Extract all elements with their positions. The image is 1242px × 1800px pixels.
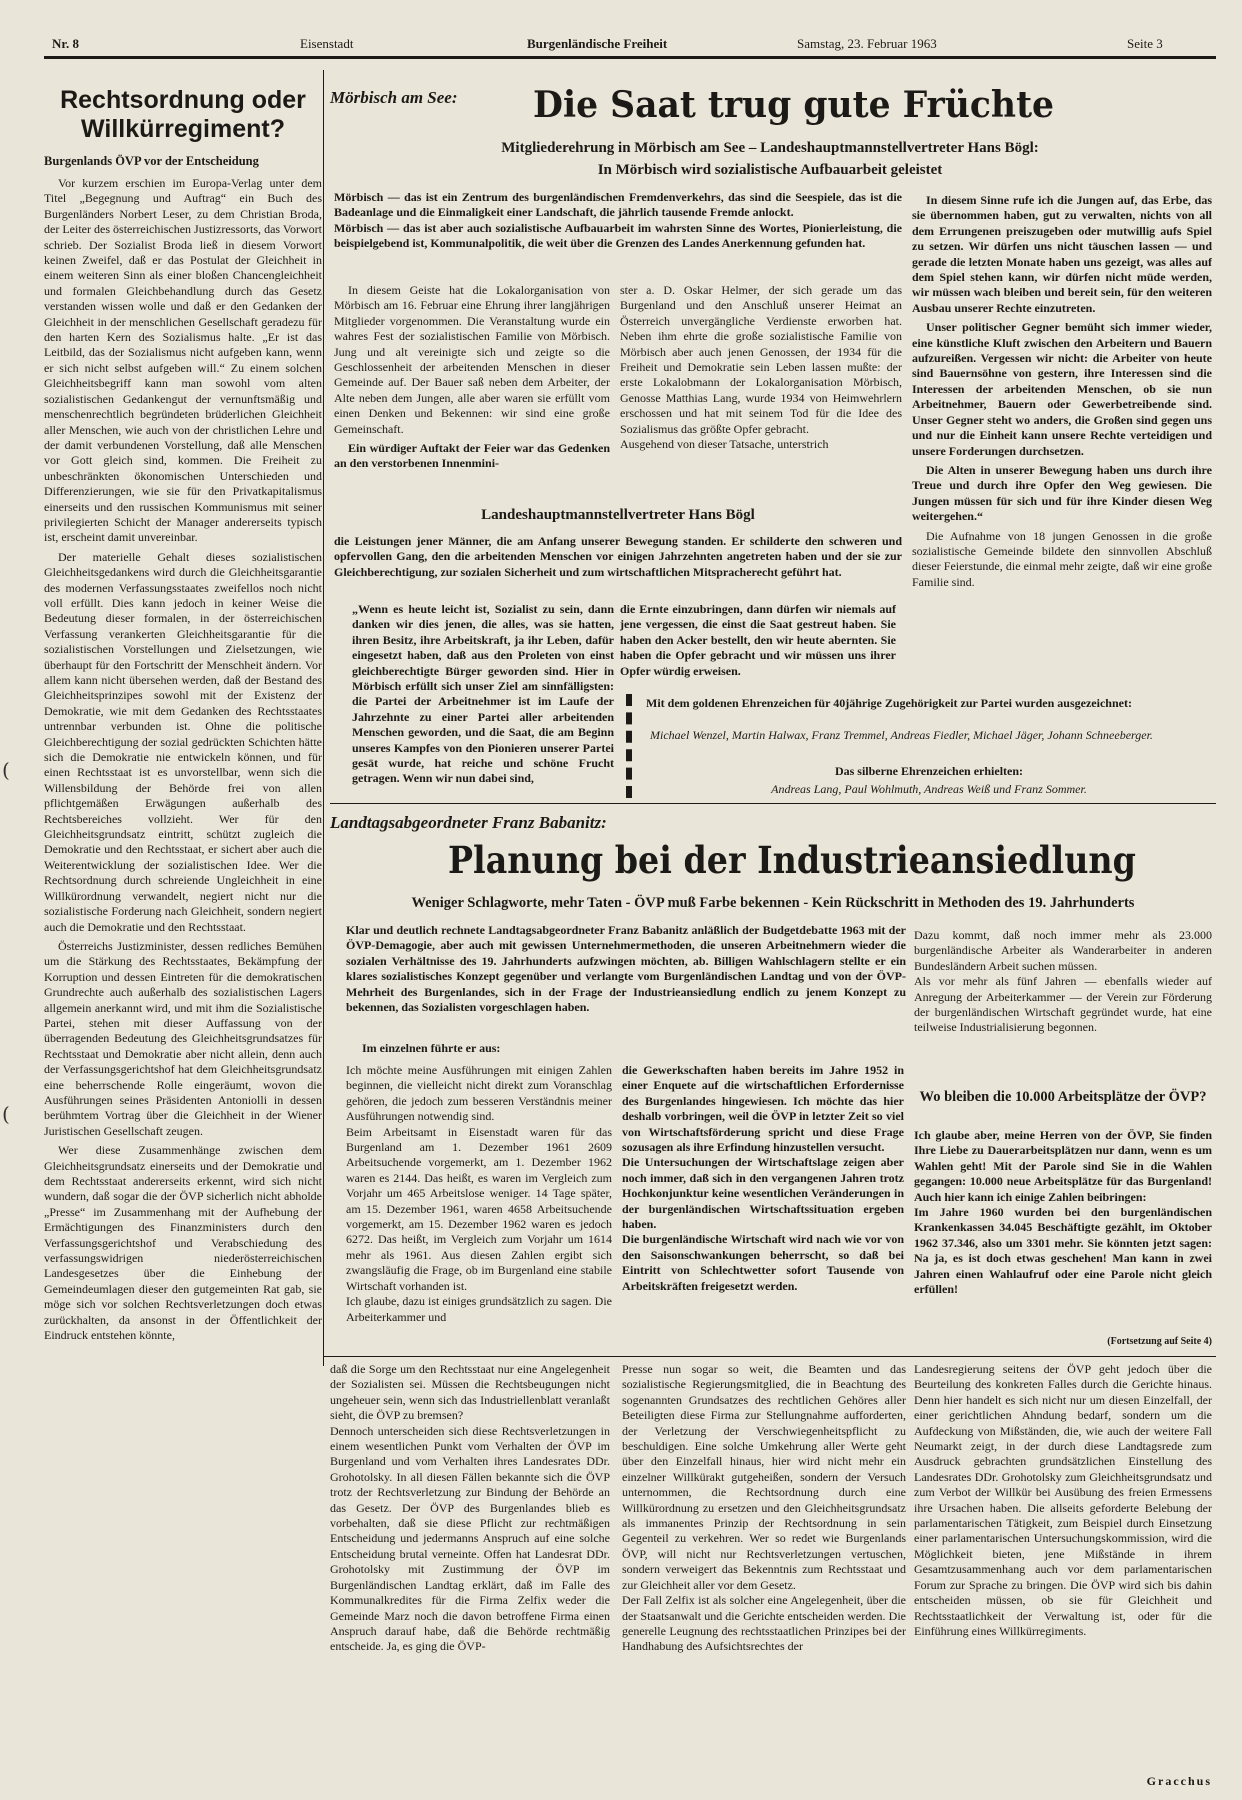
issue-date: Samstag, 23. Februar 1963	[797, 36, 937, 51]
section-rule	[330, 803, 1216, 804]
honours-silver-label: Das silberne Ehrenzeichen erhielten:	[834, 764, 1024, 778]
left-article-col-4: Landesregierung seitens der ÖVP geht jedoch über die Beurteilung des konkreten Falles durch die Gerichte hinaus. Denn hier handelt es sich nicht nur um diesen Einzelfall, der einer gerichtlichen Ahndung bedarf, sondern um die Aufdeckung von Mißständen, die, wie auch der weitere Fall Neumarkt zeigt, in der durch diese Landtagsrede zum Ausdruck gebrachten grundsätzlichen Einstellung des Landesrates DDr. Grohotolsky zum Gleichheitsgrundsatz und zum Verbot der Willkür bei Ausübung des freien Ermessens ihre Ursachen haben. Die allseits geforderte Belebung der parlamentarischen Tätigkeit, zum Beispiel durch Einsetzung einer parlamentarischen Untersuchungskommission, wird die Möglichkeit bieten, jene Mißstände in ihrem Gesamtzusammenhang auch vor dem parlamentarischen Forum zur Sprache zu bringen. Die ÖVP wird sich bis dahin entscheiden müssen, ob sie für Gleichheit und Rechtsstaatlichkeit der Verwaltung ist, oder für die Einführung eines Willkürregiments.	[914, 1362, 1212, 1638]
paragraph: Österreichs Justizminister, dessen redliches Bemühen um die Stärkung des Rechtsstaates, Bekämpfung der Korruption und dessen Eintreten für die demokratischen Grundrechte auch außerhalb des sozialistischen Lagers allgemein anerkannt wird, und mit ihm die Sozialistische Partei, stehen mit dieser Auffassung von der überragenden Bedeutung des Gleichheitsgrundsatzes für Rechtsstaat und Demokratie aber nicht allein, denn auch der Verfassungsgerichtshof hat dem Gleichheitsgrundsatz eine beherrschende Rolle eingeräumt, wovon die Ausführungen seines Präsidenten Antoniolli in dessen berühmtem Vortrag über die Gleichheit in der Wiener Juristischen Gesellschaft zeugen.	[44, 938, 322, 1138]
top-article-col-3	[912, 193, 1212, 753]
honours-gold-label: Mit dem goldenen Ehrenzeichen für 40jährige Zugehörigkeit zur Partei wurden ausgezeichnet:	[646, 696, 1132, 710]
mid-article-kicker: Landtagsabgeordneter Franz Babanitz:	[330, 813, 607, 832]
title-line-2: Willkürregiment?	[81, 115, 285, 143]
punch-hole-mark: (	[2, 758, 10, 782]
top-article-wide-paragraph: die Leistungen jener Männer, die am Anfang unserer Bewegung standen. Er schilderte den schweren und opfervollen Gang, den die arbeitenden Menschen vor einigen Jahrzehnten angetreten haben und der sie zur Gleichberechtigung, zur sozialen Sicherheit und zum wirtschaftlichen Mitspracherecht geführt hat.	[334, 534, 902, 579]
paragraph: Ein würdiger Auftakt der Feier war das Gedenken an den verstorbenen Innenmini-	[334, 441, 610, 471]
left-article-subtitle: Burgenlands ÖVP vor der Entscheidung	[44, 154, 259, 168]
top-article-lead: Mörbisch — das ist ein Zentrum des burgenländischen Fremdenverkehrs, das sind die Seespiele, das ist die Badeanlage und die Einmaligkeit einer Landschaft, die jährlich tausende Fremde anlockt. Mörbisch — das ist aber auch sozialistische Aufbauarbeit im wahrsten Sinne des Wortes, Pionierleistung, die beispielgebend ist, Kommunalpolitik, die weit über die Grenzen des Landes Anerkennung gefunden hat.	[334, 190, 902, 251]
top-article-kicker: Mörbisch am See:	[330, 88, 458, 107]
honours-silver-names: Andreas Lang, Paul Wohlmuth, Andreas Weiß und Franz Sommer.	[771, 782, 1087, 796]
section-rule	[324, 1356, 1216, 1357]
mid-article-subheadline: Weniger Schlagworte, mehr Taten - ÖVP muß Farbe bekennen - Kein Rückschritt in Methoden des 19. Jahrhunderts	[411, 895, 1135, 911]
punch-hole-mark: (	[2, 1102, 10, 1126]
left-article-col-3: Presse nun sogar so weit, die Beamten und das sozialistische Regierungsmitglied, die in Beachtung des sogenannten Grundsatzes des rechtlichen Gehöres aller Beteiligten diese Firma zur Stellungnahme aufforderten, der Verletzung der Verschwiegenheitspflicht zu beschuldigen. Eine solche Umkehrung aller Werte geht über den Einzelfall hinaus, hier wird nicht mehr ein einzelner Willkürakt gutgeheißen, sondern der Versuch unternommen, die Rechtsordnung durch eine Willkürordnung zu ersetzen und den Gleichheitsgrundsatz als immanentes Prinzip der Rechtsordnung in sein Gegenteil zu verkehren. Wer so redet wie Burgenlands ÖVP, will nicht nur Rechtsverletzungen vertuschen, sondern verweigert das Bekenntnis zum Rechtsstaat und zur Gleichheit aller vor dem Gesetz. Der Fall Zelfix ist als solcher eine Angelegenheit, über die der Staatsanwalt und die Gerichte entscheiden werden. Die generelle Leugnung des rechtsstaatlichen Prinzipes bei der Handhabung des Aufsichtsrechtes der	[622, 1362, 906, 1654]
paragraph: Vor kurzem erschien im Europa-Verlag unter dem Titel „Begegnung und Auftrag“ ein Buch des Burgenländers Norbert Leser, zu dem Christian Broda, der Leiter des österreichischen Justizressorts, das Vorwort schrieb. Der Sozialist Broda ließ in diesem Vorwort keinen Zweifel, daß er das Postulat der Gleichheit in einem weiteren Sinn als einer bloßen Chancengleichheit und formalen Gleichbehandlung durch das Gesetz verstanden wissen wolle und daß er den Gedanken der Gleichheit in der menschlichen Gesellschaft geradezu für den harten Kern des Sozialismus halte. „Er ist das Leitbild, das der Sozialismus nicht aufgeben kann, wenn er sich nicht selbst aufgeben will.“ Zu einem solchen Gleichheitsbegriff kann man sowohl vom alten sozialistischen Gedankengut der vernunftsmäßig und menschenrechtlich begründeten brüderlichen Gleichheit aller Menschen, wie auch von der christlichen Lehre und der damit verbundenen Vorstellung, daß alle Menschen vor Gott gleich sind, kommen. Die Freiheit zu unbeschränkten ökonomischen Unterschieden und Differenzierungen, wie sie für den Privatkapitalismus einerseits und den russischen Kommunismus mit seiner privilegierten Schicht der Manager andererseits typisch ist, erscheint damit unvereinbar.	[44, 176, 322, 545]
top-article-col-2: ster a. D. Oskar Helmer, der sich gerade um das Burgenland und den Anschluß unserer Heimat an Österreich unvergängliche Verdienste erworben hat. Neben ihm ehrte die große sozialistische Familie von Mörbisch aber auch jenen Genossen, der 1934 für die Freiheit und Demokratie sein Leben lassen mußte: der erste Lokalobmann der Lokalorganisation Mörbisch, Genosse Matthias Lang, wurde 1934 von Heimwehrlern erschossen und hat mit seinem Tod für die Idee des Sozialismus das größte Opfer gebracht. Ausgehend von dieser Tatsache, unterstrich	[620, 283, 902, 452]
page-number: Seite 3	[1127, 36, 1163, 51]
article-signature: Gracchus	[1146, 1774, 1212, 1788]
paragraph: Die Aufnahme von 18 jungen Genossen in die große sozialistische Gemeinde bildete den sinnvollen Abschluß dieser Feierstunde, die einmal mehr zeigte, daß wir eine große Familie sind.	[912, 528, 1212, 589]
mid-article-headline: Planung bei der Industrieansiedlung	[448, 838, 1136, 882]
page-header	[44, 36, 1216, 58]
header-rule	[44, 56, 1216, 59]
mid-article-col-2: die Gewerkschaften haben bereits im Jahre 1952 in einer Enquete auf die wirtschaftlichen Erfordernisse des Burgenlandes hingewiesen. Ich möchte das hier deshalb vorbringen, weil die ÖVP in letzter Zeit so viel von Wirtschaftsförderung spricht und diese Frage sozusagen als ihre Erfindung hinzustellen versucht. Die Untersuchungen der Wirtschaftslage zeigen aber noch immer, daß sich in den vergangenen Jahren trotz Hochkonjunktur keine wesentlichen Veränderungen in der burgenländischen Wirtschaftssituation ergeben haben. Die burgenländische Wirtschaft wird nach wie vor von den Saisonschwankungen beherrscht, so daß bei Eintritt von Schlechtwetter sofort Tausende von Arbeitskräften freigesetzt werden.	[622, 1063, 904, 1293]
paragraph: Wer diese Zusammenhänge zwischen dem Gleichheitsgrundsatz einerseits und der Demokratie und dem Rechtsstaat andererseits erkennt, wird sich nicht wundern, daß sogar die der ÖVP sicherlich nicht abholde „Presse“ im Zusammenhang mit der Aufhebung der Ermächtigungen des Finanzministers durch den Verfassungsgerichtshof und Verabschiedung des verfassungswidrigen niederösterreichischen Landesgesetzes über die Einhebung der Gemeindeumlagen dieser den gutgemeinten Rat gab, sie möge sich vor solchen Rechtsverletzungen doch etwas zurückhalten, da ansonst in der Öffentlichkeit der Eindruck entstehen könnte,	[44, 1143, 322, 1343]
left-article-body-bottom	[44, 1380, 322, 1790]
mid-article-intro: Im einzelnen führte er aus:	[362, 1041, 501, 1055]
issue-number: Nr. 8	[52, 36, 79, 51]
top-article-headline: Die Saat trug gute Früchte	[533, 84, 1055, 126]
left-article-body	[44, 176, 322, 1372]
left-article-title	[44, 86, 322, 144]
paragraph: Die Alten in unserer Bewegung haben uns durch ihre Treue und durch ihre Opfer den Weg gewiesen. Die Jungen müssen für sich und für ihre Kinder diesen Weg weitergehen.“	[912, 462, 1212, 524]
top-article-quote-col-2: die Ernte einzubringen, dann dürfen wir niemals auf jene vergessen, die einst die Saat gestreut haben. Sie haben den Acker bestellt, den wir heute abernten. Sie haben die Opfer gebracht und wir müssen uns ihrer Opfer würdig erweisen.	[620, 602, 896, 678]
continued-note: (Fortsetzung auf Seite 4)	[1107, 1336, 1212, 1347]
paragraph: In diesem Geiste hat die Lokalorganisation von Mörbisch am 16. Februar eine Ehrung ihrer langjährigen Mitglieder vorgenommen. Die Veranstaltung wurde ein wahres Fest der sozialistischen Familie von Mörbisch. Jung und alt vereinigte sich und zeigte so die Geschlossenheit der arbeitenden Menschen in dieser Gemeinde auf. Der Bauer saß neben dem Arbeiter, der Alte neben dem Jungen, alle aber waren sie erfüllt vom einen Denken und Bekennen: wir sind eine große Gemeinschaft.	[334, 283, 610, 436]
top-article-subheadline-1: Mitgliederehrung in Mörbisch am See – Landeshauptmannstellvertreter Hans Bögl:	[501, 140, 1039, 156]
honours-gold-names: Michael Wenzel, Martin Halwax, Franz Tremmel, Andreas Fiedler, Michael Jäger, Johann Schneeberger.	[650, 728, 1153, 742]
paper-name: Burgenländische Freiheit	[527, 36, 668, 51]
column-rule	[323, 70, 324, 1366]
place: Eisenstadt	[300, 36, 354, 51]
top-article-subheadline-2: In Mörbisch wird sozialistische Aufbauarbeit geleistet	[597, 162, 943, 178]
paragraph: In diesem Sinne rufe ich die Jungen auf, das Erbe, das sie übernommen haben, gut zu verwalten, nichts von all dem Errungenen preiszugeben oder mutwillig aufs Spiel zu setzen. Wir dürfen uns nicht täuschen lassen — und gerade die letzten Monate haben uns gezeigt, was alles auf dem Spiel stehen kann, wir dürfen nicht müde werden, wir müssen wach bleiben und bereit sein, für den weiteren Ausbau unserer Rechte einzutreten.	[912, 193, 1212, 315]
mid-article-col-3: Dazu kommt, daß noch immer mehr als 23.000 burgenländische Arbeiter als Wanderarbeiter in anderen Bundesländern Arbeit suchen müssen. Als vor mehr als fünf Jahren — ebenfalls wieder auf Anregung der Arbeiterkammer — der Verein zur Förderung der burgenländischen Wirtschaft gegründet wurde, hat eine teilweise Industrialisierung begonnen.	[914, 928, 1212, 1035]
paragraph: Der materielle Gehalt dieses sozialistischen Gleichheitsgedankens wird durch die Gleichheitsgarantie des modernen Verfassungsstaates zweifellos noch nicht voll erfüllt. Dies kann jedoch in keiner Weise die Bedeutung dieser formalen, in der österreichischen Verfassung verankerten Gleichheitsgarantie für die sozialistischen Vorstellungen und Zielsetzungen, wie überhaupt für den Fortschritt der Menschheit ändern. Vor allem kann nicht übersehen werden, daß der Bestand des Gleichheitsprinzipes sowohl mit der Existenz der Demokratie, wie mit dem Gedanken des Rechtsstaates untrennbar verbunden ist. Ohne die politische Gleichberechtigung der sozial gedrückten Schichten hätte sich die Demokratie nie entwickeln können, und für einen Rechtsstaat ist es unvorstellbar, wenn sich die Willensbildung der Behörde frei von allen pflichtgemäßen Erwägungen außerhalb des Rechtsbereiches vollzieht. Wer für den Gleichheitsgrundsatz eintritt, schützt zugleich die Demokratie und den Rechtsstaat, er sichert aber auch die Weiterentwicklung der sozialistischen Idee. Wer die Rechtsordnung durch schreiende Ungleichheit in eine Willkürordnung verwandelt, negiert nicht nur die sozialistische Forderung nach Gleichheit, sondern negiert auch die Demokratie und den Rechtsstaat.	[44, 549, 322, 934]
honours-box-border	[626, 694, 632, 798]
paragraph: Unser politischer Gegner bemüht sich immer wieder, eine künstliche Kluft zwischen den Arbeitern und Bauern aufzureißen. Vergessen wir nicht: die Arbeiter von heute sind Bauernsöhne von gestern, ihre Interessen sind die Interessen der arbeitenden Menschen, ob sie nun Arbeitnehmer, Bauern oder Gewerbetreibende sind. Unser Gegner steht wo anders, die Großen sind gegen uns und nur die Einheit kann unsere Rechte verteidigen und unsere Forderungen durchsetzen.	[912, 320, 1212, 458]
top-article-quote-col-1: „Wenn es heute leicht ist, Sozialist zu sein, dann danken wir dies jenen, die alles, was sie hatten, ihren Besitz, ihre Arbeitskraft, ja ihr Leben, dafür eingesetzt haben, daß aus den Proleten von einst gleichberechtigte Bürger geworden sind. Hier in Mörbisch erfüllt sich unser Ziel am sinnfälligsten: die Partei der Arbeitnehmer ist im Laufe der Jahrzehnte zu einer Partei aller arbeitenden Menschen geworden, und die Saat, die am Beginn unseres Kampfes von den Pionieren unserer Partei gesät wurde, hat reiche und schöne Frucht getragen. Wenn wir nun dabei sind,	[352, 602, 614, 786]
top-article-col-1	[334, 283, 610, 493]
left-article-col-2: daß die Sorge um den Rechtsstaat nur eine Angelegenheit der Sozialisten sei. Müssen die Rechtsbeugungen nicht ungeheuer sein, wenn sich das Industriellenblatt veranlaßt sieht, die ÖVP zu bremsen? Dennoch unterscheiden sich diese Rechtsverletzungen in einem wesentlichen Punkt vom Verhalten der ÖVP im Burgenland und vom Verhalten ihres Landesrates DDr. Grohotolsky. In all diesen Fällen bekannte sich die ÖVP trotz der Rechtsverletzung zur Bindung der Behörde an das Gesetz. Der ÖVP des Burgenlandes blieb es vorbehalten, daß sie diese Pflicht zur rechtmäßigen Entscheidung und jedermanns Anspruch auf eine solche Entscheidung brutal verneinte. Offen hat Landesrat DDr. Grohotolsky mit Zustimmung der ÖVP im Burgenländischen Landtag erklärt, daß im Falle des Kommunalkredites für die Firma Zelfix weder die Gemeinde Marz noch die davon betroffene Firma einen Anspruch darauf habe, daß die Behörde rechtmäßig entscheide. Ja, es ging die ÖVP-	[330, 1362, 610, 1654]
mid-article-col-1: Ich möchte meine Ausführungen mit einigen Zahlen beginnen, die vielleicht nicht direkt zum Voranschlag gehören, die jedoch zum besseren Verständnis meiner Ausführungen notwendig sind. Beim Arbeitsamt in Eisenstadt waren für das Burgenland am 1. Dezember 1961 2609 Arbeitsuchende vorgemerkt, am 1. Dezember 1962 waren es 2144. Das heißt, es waren im Vergleich zum Vorjahr um 465 Arbeitslose weniger. 14 Tage später, am 15. Dezember 1961, waren 4658 Arbeitsuchende vorgemerkt, am 15. Dezember 1962 waren es jedoch 6272. Das heißt, im Vergleich zum Vorjahr um 1614 mehr als 1961. Aus diesen Zahlen ergibt sich zwangsläufig die Frage, ob im Burgenland eine stabile Wirtschaft vorhanden ist. Ich glaube, dazu ist einiges grundsätzlich zu sagen. Die Arbeiterkammer und	[346, 1063, 612, 1324]
mid-article-subhead: Wo bleiben die 10.000 Arbeitsplätze der ÖVP?	[919, 1089, 1207, 1105]
top-article-subhead: Landeshauptmannstellvertreter Hans Bögl	[481, 507, 755, 523]
mid-article-col-3b: Ich glaube aber, meine Herren von der ÖVP, Sie finden Ihre Liebe zu Dauerarbeitsplätzen nur dann, wenn es um Wahlen geht! Mit der Parole sind Sie in die Wahlen gegangen: 10.000 neue Arbeitsplätze für das Burgenland! Auch hier kann ich einige Zahlen beibringen: Im Jahre 1960 wurden bei den burgenländischen Krankenkassen 34.045 Beschäftigte gezählt, im Oktober 1962 37.346, also um 3301 mehr. Sie könnten jetzt sagen: Na ja, es ist doch etwas geschehen! Man kann in zwei Jahren einen Wahlaufruf oder eine Parole nicht gleich erfüllen!	[914, 1128, 1212, 1297]
title-line-1: Rechtsordnung oder	[60, 86, 306, 114]
mid-article-lead: Klar und deutlich rechnete Landtagsabgeordneter Franz Babanitz anläßlich der Budgetdebatte 1963 mit der ÖVP-Demagogie, aber auch mit gewissen Unternehmermethoden, die unseren Arbeitnehmern wieder die sozialen Verhältnisse des 19. Jahrhunderts aufzwingen möchten, ab. Billigen Wahlschlagern stellte er ein klares sozialistisches Konzept gegenüber und verlangte vom Burgenländischen Landtag und von der ÖVP-Mehrheit des Burgenlandes, sich in der Frage der Industrieansiedlung endlich zu jenem Konzept zu bekennen, das Sozialisten vorgeschlagen haben.	[346, 923, 906, 1015]
